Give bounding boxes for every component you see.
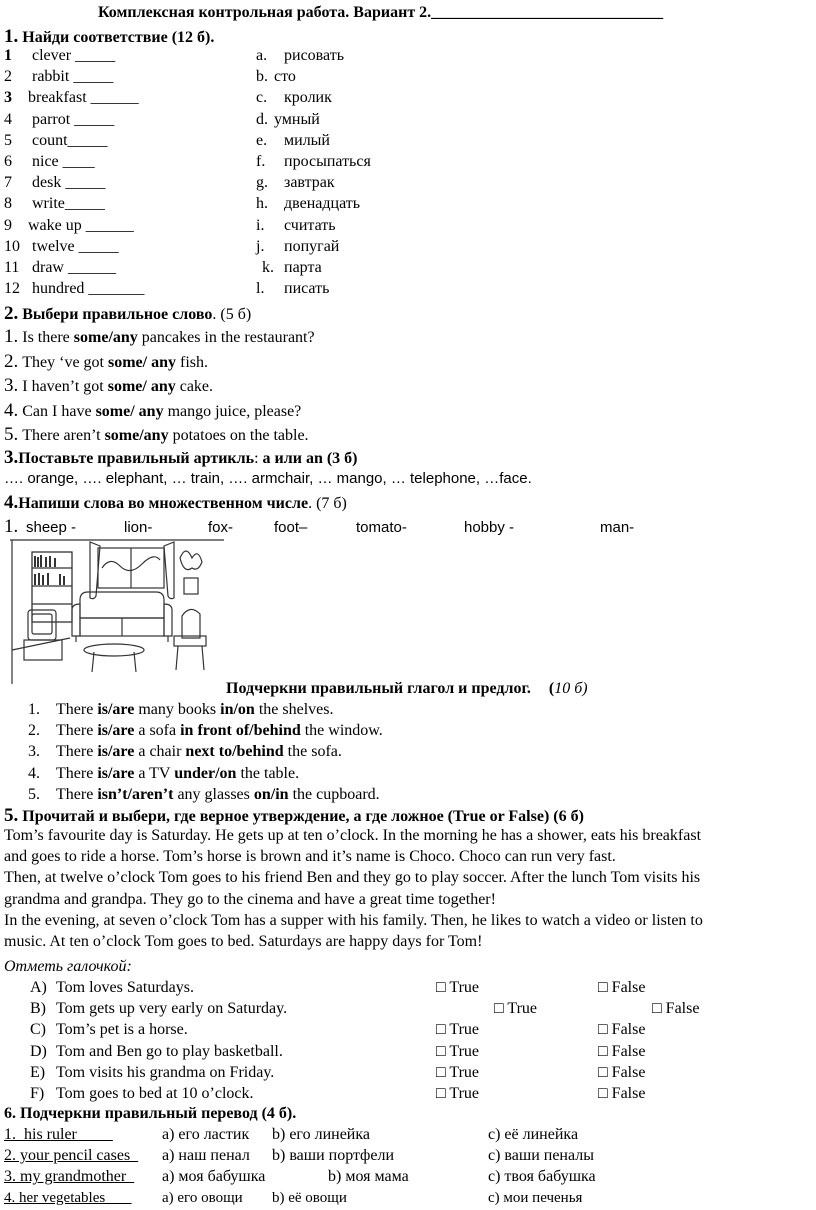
choose-word-text: They ‘ve got: [22, 353, 108, 371]
section-3-text: …. orange, …. elephant, … train, …. armchair, … mango, … telephone, …face.: [4, 470, 532, 487]
section-1-title: Найди соответствие (12 б).: [22, 29, 215, 46]
true-checkbox[interactable]: □ True: [436, 1063, 480, 1081]
match-russian-word: рисовать: [284, 47, 344, 64]
match-letter: f.: [256, 153, 266, 170]
match-english-word: twelve _____: [32, 237, 119, 255]
statement-letter: A): [30, 979, 47, 996]
translation-option-c[interactable]: c) ваши пеналы: [488, 1147, 594, 1165]
match-english-word: desk _____: [32, 174, 106, 192]
true-checkbox[interactable]: □ True: [436, 1042, 480, 1060]
translation-option-a[interactable]: а) его овощи: [162, 1189, 243, 1206]
section-3-title: Поставьте правильный артикль: [18, 450, 255, 467]
verbs-section-points-open: (: [548, 680, 555, 697]
choose-word-number: 2.: [4, 350, 19, 372]
statement-text: Tom loves Saturdays.: [56, 979, 194, 996]
verb-item-text: any glasses: [173, 785, 254, 803]
false-checkbox[interactable]: □ False: [598, 1042, 646, 1060]
choose-word-text: I haven’t got: [22, 378, 108, 395]
choose-word-options[interactable]: some/ any: [108, 353, 176, 371]
translation-option-b[interactable]: b) его линейка: [272, 1126, 370, 1143]
choose-word-text: Is there: [22, 329, 74, 346]
match-item-number: 9: [4, 216, 12, 234]
statement-letter: D): [30, 1042, 47, 1060]
match-russian-word: считать: [284, 216, 336, 234]
match-russian-word: попугай: [284, 237, 340, 255]
story-line: In the evening, at seven o’clock Tom has a supper with his family. Then, he likes to watch a video or listen to: [4, 911, 703, 929]
section-2-points: . (5 б): [212, 306, 252, 323]
plural-word: tomato-: [356, 519, 407, 536]
choose-word-options[interactable]: some/ any: [107, 378, 176, 395]
verb-item-text: a chair: [134, 743, 186, 761]
verb-item-number: 3.: [28, 743, 40, 761]
match-item-number: 10: [4, 237, 20, 255]
section-4-item-number: 1.: [4, 516, 19, 537]
section-3-colon: :: [254, 450, 259, 467]
translation-option-b[interactable]: b) моя мама: [328, 1168, 409, 1186]
choose-word-text-end: mango juice, please?: [163, 402, 302, 420]
section-3-heading: [4, 447, 358, 469]
plural-word: sheep -: [26, 519, 77, 536]
match-item-number: 8: [4, 195, 12, 213]
preposition-options[interactable]: under/on: [174, 764, 237, 782]
verb-options[interactable]: is/are: [97, 722, 135, 740]
section-3-tail: а или an (3 б): [258, 450, 358, 467]
verb-item: [56, 743, 342, 761]
page-title: Комплексная контрольная работа. Вариант 2._____________________________: [98, 4, 664, 21]
match-english-word: count_____: [32, 131, 108, 149]
match-item-number: 7: [4, 174, 12, 192]
plural-word: foot–: [274, 519, 308, 536]
verb-item-text: a sofa: [134, 722, 181, 740]
verb-item-number: 2.: [28, 722, 40, 740]
match-item-number: 2: [4, 68, 12, 86]
match-letter: h.: [256, 195, 268, 213]
false-checkbox[interactable]: □ False: [598, 1085, 646, 1102]
section-5-heading: [4, 805, 584, 827]
verb-item-number: 5.: [28, 785, 40, 803]
choose-word-item: [4, 375, 213, 397]
choose-word-text: Can I have: [22, 402, 96, 420]
match-russian-word: умный: [274, 110, 320, 128]
section-4-points: . (7 б): [308, 495, 347, 512]
true-checkbox[interactable]: □ True: [436, 979, 480, 996]
true-checkbox[interactable]: □ True: [436, 1021, 480, 1039]
choose-word-options[interactable]: some/any: [73, 329, 138, 346]
choose-word-number: 5.: [4, 424, 19, 445]
match-russian-word: кролик: [284, 89, 332, 107]
translation-option-a[interactable]: а) наш пенал: [162, 1147, 250, 1165]
choose-word-text: There aren’t: [22, 427, 105, 444]
match-russian-word: милый: [284, 131, 330, 149]
statement-text: Tom’s pet is a horse.: [56, 1021, 188, 1039]
true-checkbox[interactable]: □ True: [494, 1000, 538, 1018]
statement-text: Tom and Ben go to play basketball.: [56, 1042, 283, 1060]
choose-word-item: [4, 351, 208, 373]
match-letter: e.: [256, 131, 268, 149]
section-4-heading: [4, 492, 347, 514]
plural-word: hobby -: [464, 519, 515, 536]
match-item-number: 3: [4, 89, 12, 107]
match-letter: k.: [262, 259, 274, 276]
verb-item-text: There: [56, 701, 98, 718]
match-russian-word: парта: [284, 259, 322, 276]
translation-option-c[interactable]: c) твоя бабушка: [488, 1168, 596, 1186]
verb-item-number: 1.: [28, 701, 40, 718]
section-2-heading: [4, 303, 251, 325]
tick-instruction: Отметь галочкой:: [4, 958, 132, 975]
match-item-number: 5: [4, 131, 12, 149]
section-4-title: Напиши слова во множественном числе: [18, 495, 309, 512]
false-checkbox[interactable]: □ False: [598, 979, 646, 996]
choose-word-text-end: fish.: [176, 353, 208, 371]
translation-option-b[interactable]: b) ваши портфели: [272, 1147, 395, 1165]
choose-word-text-end: cake.: [175, 378, 214, 395]
choose-word-item: [4, 326, 315, 348]
section-2-number: 2.: [4, 303, 19, 324]
match-russian-word: просыпаться: [284, 153, 371, 170]
verbs-section-points: 10 б): [554, 680, 588, 697]
match-english-word: write_____: [32, 195, 105, 213]
translation-word: 2. your pencil cases: [4, 1147, 139, 1165]
translation-option-c[interactable]: c) мои печенья: [488, 1189, 583, 1206]
verb-options[interactable]: is/are: [97, 743, 135, 761]
false-checkbox[interactable]: □ False: [598, 1021, 646, 1039]
story-line: music. At ten o’clock Tom goes to bed. Saturdays are happy days for Tom!: [4, 933, 483, 950]
verb-item-text: There: [56, 785, 98, 803]
preposition-options[interactable]: in front of/behind: [180, 722, 301, 740]
choose-word-options[interactable]: some/ any: [95, 402, 164, 420]
match-english-word: nice ____: [32, 153, 95, 170]
verb-item-text-end: the table.: [236, 764, 300, 782]
section-5-number: 5.: [4, 805, 19, 826]
statement-letter: B): [30, 1000, 46, 1018]
section-3-number: 3.: [4, 447, 19, 468]
translation-word: 3. my grandmother: [4, 1168, 135, 1186]
choose-word-item: [4, 400, 301, 422]
translation-option-c[interactable]: c) её линейка: [488, 1126, 579, 1143]
plural-word: fox-: [208, 519, 234, 536]
preposition-options[interactable]: in/on: [220, 701, 255, 718]
choose-word-text-end: pancakes in the restaurant?: [137, 329, 315, 346]
match-english-word: breakfast ______: [28, 89, 139, 107]
statement-letter: E): [30, 1063, 46, 1081]
section-5-title: Прочитай и выбери, где верное утверждение, а где ложное (True or False) (6 б): [22, 808, 584, 825]
section-4-number: 4.: [4, 492, 19, 513]
story-line: grandma and grandpa. They go to the cinema and have a great time together!: [4, 890, 496, 908]
statement-text: Tom visits his grandma on Friday.: [56, 1063, 275, 1081]
verb-item-text-end: the sofa.: [283, 743, 342, 761]
match-russian-word: завтрак: [284, 174, 335, 192]
match-letter: d.: [256, 110, 268, 128]
true-checkbox[interactable]: □ True: [436, 1085, 480, 1102]
match-english-word: hundred _______: [32, 280, 145, 298]
translation-word: 4. her vegetables: [4, 1189, 132, 1206]
choose-word-number: 4.: [4, 399, 19, 421]
match-letter: l.: [256, 280, 265, 298]
section-1-number: 1.: [4, 26, 19, 47]
plural-word: man-: [600, 519, 635, 536]
section-2-title: Выбери правильное слово: [22, 306, 213, 323]
story-line: and goes to ride a horse. Tom’s horse is brown and it’s name is Choco. Choco can run very fast.: [4, 848, 616, 866]
translation-option-a[interactable]: а) моя бабушка: [162, 1168, 266, 1186]
verb-item: [56, 786, 380, 804]
verb-item-text-end: the cupboard.: [288, 785, 380, 803]
verb-item: [56, 765, 299, 783]
match-russian-word: сто: [274, 68, 296, 86]
match-english-word: clever _____: [32, 47, 116, 64]
verb-options[interactable]: is/are: [97, 701, 135, 718]
statement-letter: C): [30, 1021, 46, 1039]
section-4-number-line: [4, 516, 18, 538]
match-letter: j.: [256, 237, 265, 255]
verbs-section-heading: [226, 680, 588, 698]
match-english-word: parrot _____: [32, 110, 115, 128]
match-russian-word: двенадцать: [284, 195, 361, 213]
statement-text: Tom gets up very early on Saturday.: [56, 1000, 288, 1018]
false-checkbox[interactable]: □ False: [598, 1063, 646, 1081]
verb-item-text: There: [56, 743, 98, 761]
verb-item-text: There: [56, 764, 98, 782]
verbs-section-title: Подчеркни правильный глагол и предлог.: [226, 680, 531, 697]
story-line: Then, at twelve o’clock Tom goes to his friend Ben and they go to play soccer. After the lunch Tom visits his: [4, 869, 701, 887]
verb-item-text: a TV: [134, 764, 175, 782]
match-english-word: rabbit _____: [32, 68, 114, 86]
match-item-number: 11: [4, 259, 20, 276]
verb-options[interactable]: is/are: [97, 764, 135, 782]
section-1-heading: [4, 26, 214, 48]
statement-text: Tom goes to bed at 10 o’clock.: [56, 1085, 254, 1102]
choose-word-text-end: potatoes on the table.: [168, 427, 309, 444]
match-item-number: 6: [4, 153, 12, 170]
translation-option-b[interactable]: b) её овощи: [272, 1189, 347, 1206]
verb-item: [56, 722, 383, 740]
verb-item: [56, 701, 333, 719]
verb-item-text-end: the shelves.: [254, 701, 334, 718]
verb-item-text: many books: [134, 701, 221, 718]
match-item-number: 4: [4, 110, 12, 128]
translation-word: 1. his ruler: [4, 1126, 113, 1143]
verb-options[interactable]: isn’t/aren’t: [97, 785, 174, 803]
statement-letter: F): [30, 1085, 45, 1102]
match-letter: g.: [256, 174, 268, 192]
verb-item-number: 4.: [28, 764, 40, 782]
match-item-number: 1: [4, 47, 12, 64]
match-english-word: draw ______: [32, 259, 116, 276]
living-room-illustration: [10, 538, 224, 684]
choose-word-options[interactable]: some/any: [104, 427, 169, 444]
match-item-number: 12: [4, 280, 20, 298]
verb-item-text-end: the window.: [300, 722, 383, 740]
story-line: Tom’s favourite day is Saturday. He gets up at ten o’clock. In the morning he has a shower, eats his breakfast: [4, 827, 702, 844]
match-letter: b.: [256, 68, 268, 86]
verb-item-text: There: [56, 722, 98, 740]
preposition-options[interactable]: next to/behind: [185, 743, 284, 761]
match-russian-word: писать: [284, 280, 330, 298]
false-checkbox[interactable]: □ False: [652, 1000, 700, 1018]
plural-word: lion-: [124, 519, 153, 536]
section-6-heading: 6. Подчеркни правильный перевод (4 б).: [4, 1105, 297, 1122]
choose-word-number: 1.: [4, 326, 19, 347]
match-letter: a.: [256, 47, 268, 64]
match-letter: c.: [256, 89, 268, 107]
translation-option-a[interactable]: а) его ластик: [162, 1126, 250, 1143]
match-letter: i.: [256, 216, 265, 234]
preposition-options[interactable]: on/in: [253, 785, 289, 803]
choose-word-item: [4, 424, 309, 446]
match-english-word: wake up ______: [28, 216, 134, 234]
choose-word-number: 3.: [4, 375, 19, 396]
